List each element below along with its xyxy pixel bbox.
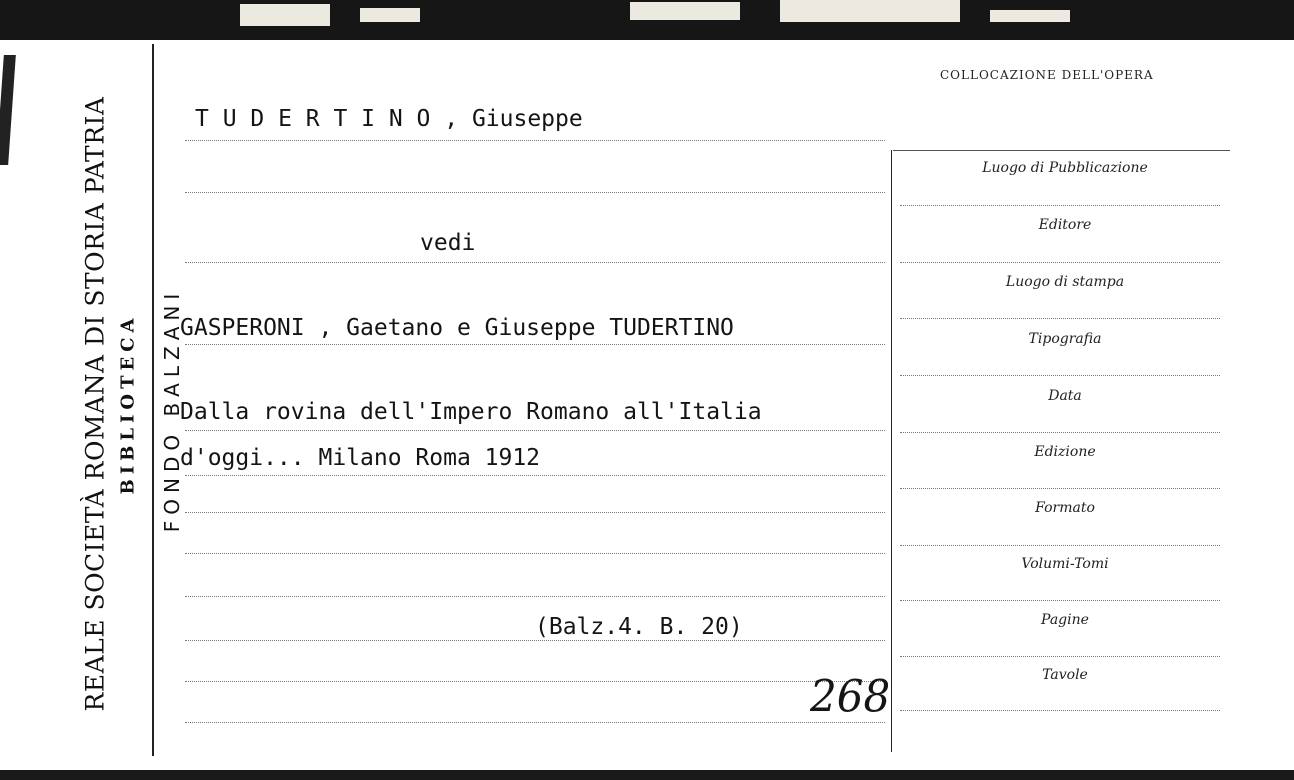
field-label: Volumi-Tomi <box>1021 556 1109 572</box>
library-label: BIBLIOTECA <box>117 313 139 495</box>
field-line <box>900 710 1220 711</box>
field-label: Tavole <box>1042 667 1088 683</box>
ruling-line <box>185 681 885 682</box>
referenced-author: GASPERONI , Gaetano e Giuseppe TUDERTINO <box>180 315 734 341</box>
field-line <box>900 488 1220 489</box>
fields-top-rule <box>893 150 1230 151</box>
field-line <box>900 318 1220 319</box>
field-line <box>900 205 1220 206</box>
ruling-line <box>185 430 885 431</box>
field-label: Pagine <box>1041 612 1089 628</box>
scan-bottom-edge <box>0 770 1294 780</box>
ruling-line <box>185 140 885 141</box>
ruling-line <box>185 596 885 597</box>
field-label: Edizione <box>1034 444 1096 460</box>
field-line <box>900 600 1220 601</box>
title-line-1: Dalla rovina dell'Impero Romano all'Italia <box>180 399 762 425</box>
field-label: Luogo di stampa <box>1005 274 1125 290</box>
society-name: REALE SOCIETÀ ROMANA DI STORIA PATRIA <box>80 96 110 712</box>
shelfmark: (Balz.4. B. 20) <box>535 614 743 640</box>
collocation-header: COLLOCAZIONE DELL'OPERA <box>940 68 1154 82</box>
ruling-line <box>185 344 885 345</box>
fields-column-rule <box>891 150 892 752</box>
field-label: Luogo di Pubblicazione <box>982 160 1148 176</box>
see-reference: vedi <box>420 230 476 256</box>
ruling-line <box>185 553 885 554</box>
ruling-line <box>185 475 885 476</box>
field-line <box>900 375 1220 376</box>
ruling-line <box>185 640 885 641</box>
field-line <box>900 545 1220 546</box>
field-label: Tipografia <box>1028 331 1102 347</box>
fondo-label: FONDO BALZANI <box>160 287 184 533</box>
ruling-line <box>185 722 885 723</box>
scan-top-edge <box>0 0 1294 40</box>
author-heading: T U D E R T I N O , Giuseppe <box>195 106 583 132</box>
title-line-2: d'oggi... Milano Roma 1912 <box>180 445 541 471</box>
ruling-line <box>185 262 885 263</box>
field-label: Data <box>1048 388 1082 404</box>
inventory-number: 268 <box>810 670 891 723</box>
ruling-line <box>185 512 885 513</box>
ruling-line <box>185 192 885 193</box>
field-line <box>900 432 1220 433</box>
field-label: Editore <box>1038 217 1092 233</box>
field-label: Formato <box>1035 500 1095 516</box>
left-margin-rule <box>152 44 154 756</box>
field-line <box>900 262 1220 263</box>
scan-left-mark <box>0 55 16 165</box>
field-line <box>900 656 1220 657</box>
